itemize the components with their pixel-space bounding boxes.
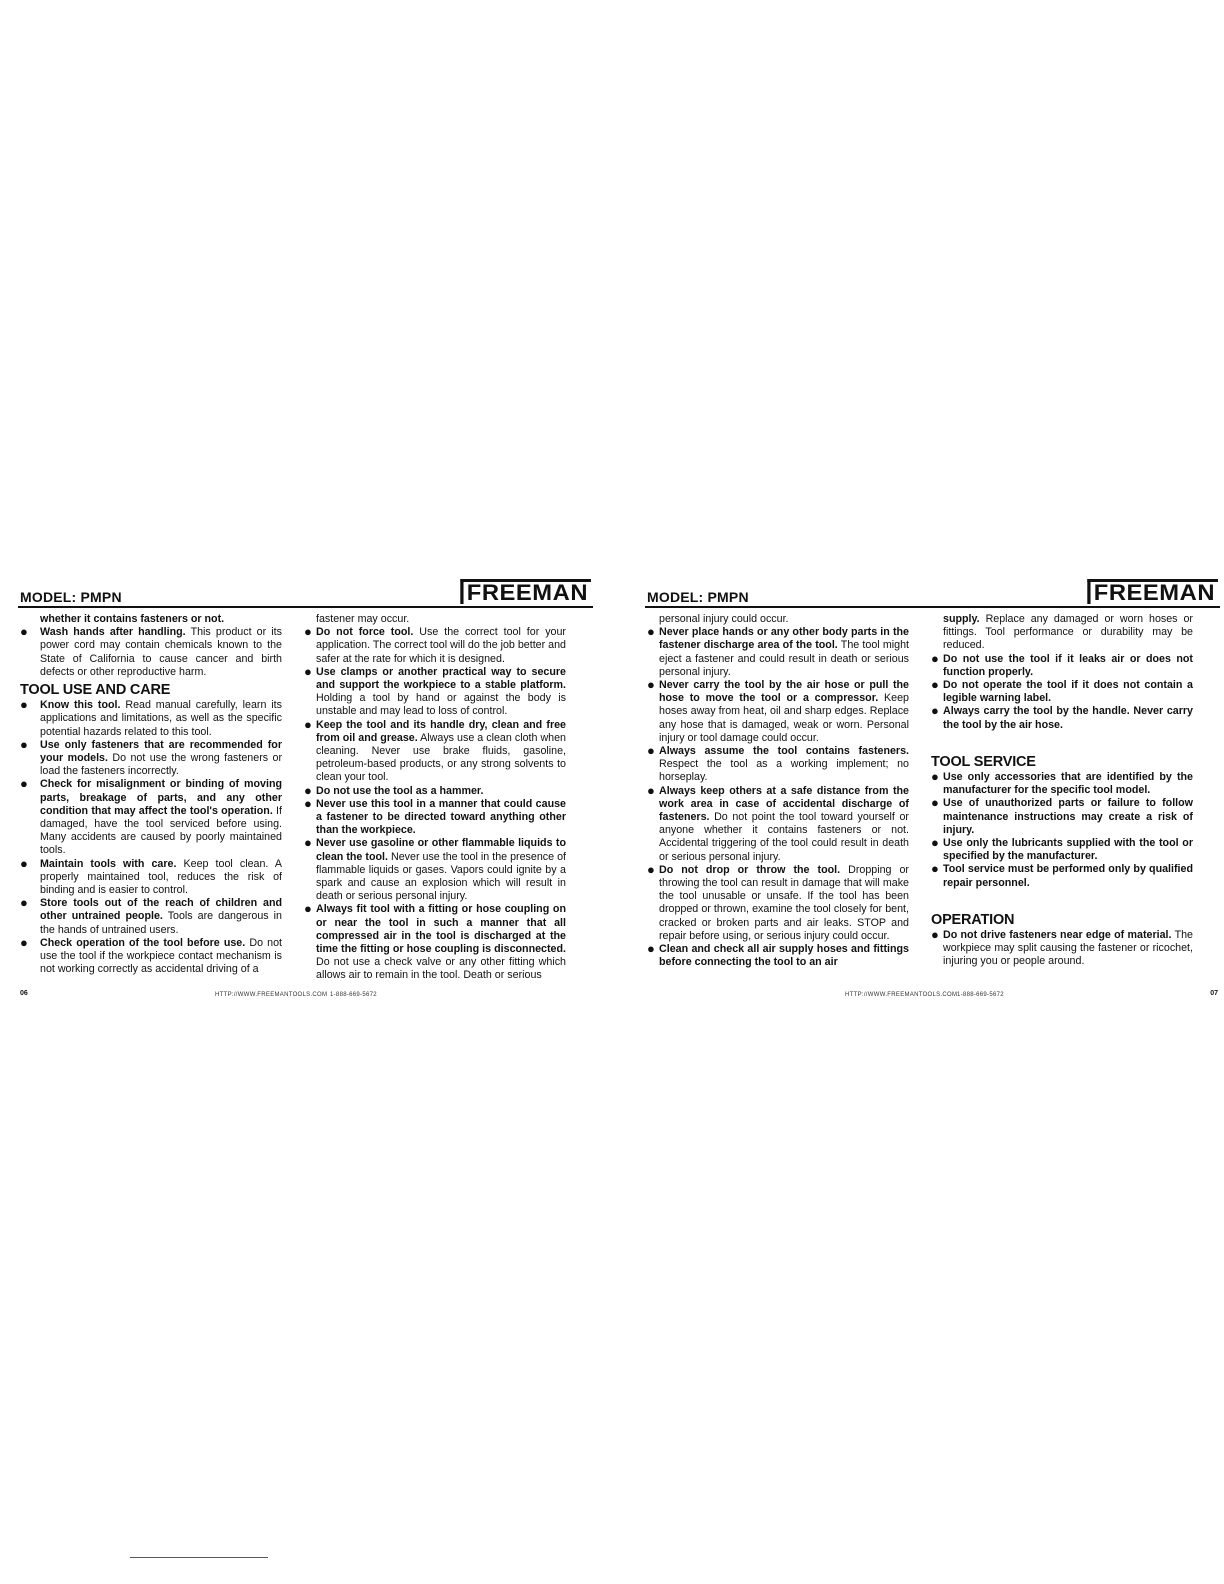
- bottom-rule: [130, 1557, 268, 1558]
- list-item: ● Do not drive fasteners near edge of material. The workpiece may split causing the fastener or ricochet, injuring you or people around.: [931, 929, 1193, 969]
- page-header: [645, 575, 1220, 608]
- list-item: ● Never use gasoline or other flammable liquids to clean the tool. Never use the tool in the presence of flammable liquids or gases. Vapors could ignite by a spark and cause an explosion which will result in death or serious personal injury.: [304, 837, 566, 903]
- right-column-2: [931, 613, 1193, 969]
- footer-url: HTTP://WWW.FREEMANTOOLS.COM: [215, 992, 328, 998]
- right-page: [645, 575, 1220, 998]
- list-item: ● Always keep others at a safe distance from the work area in case of accidental discharge of fasteners. Do not point the tool toward yourself or anyone whether it contains fasteners or not. Accidental triggering of the tool could result in death or serious personal injury.: [647, 785, 909, 864]
- list-item: ● Check operation of the tool before use. Do not use the tool if the workpiece contact mechanism is not working correctly as accidental driving of a: [20, 937, 282, 977]
- list-item: ● Never place hands or any other body parts in the fastener discharge area of the tool. The tool might eject a fastener and could result in death or serious personal injury.: [647, 626, 909, 679]
- freeman-logo: FREEMAN: [1087, 579, 1218, 604]
- model-label: MODEL: PMPN: [20, 589, 122, 605]
- list-item: ● Use only fasteners that are recommended for your models. Do not use the wrong fasteners or load the fasteners incorrectly.: [20, 739, 282, 779]
- footer-phone: 1-888-669-5672: [957, 992, 1004, 998]
- list-item: ● Use only the lubricants supplied with the tool or specified by the manufacturer.: [931, 837, 1193, 863]
- list-item: ● Do not force tool. Use the correct tool for your application. The correct tool will do the job better and safer at the rate for which it is designed.: [304, 626, 566, 666]
- section-heading-tool-use-and-care: TOOL USE AND CARE: [20, 682, 171, 699]
- left-page: [18, 575, 593, 998]
- continued-text: supply. Replace any damaged or worn hoses or fittings. Tool performance or durability may be reduced.: [943, 613, 1193, 652]
- list-item: ● Use only accessories that are identified by the manufacturer for the specific tool model.: [931, 771, 1193, 797]
- list-item: ● Use clamps or another practical way to secure and support the workpiece to a stable platform. Holding a tool by hand or against the body is unstable and may lead to loss of control.: [304, 666, 566, 719]
- list-item: ● Tool service must be performed only by qualified repair personnel.: [931, 863, 1193, 889]
- page-header: [18, 575, 593, 608]
- continued-text: fastener may occur.: [316, 613, 410, 625]
- list-item: ● Do not use the tool as a hammer.: [304, 785, 566, 798]
- list-item: ● Do not use the tool if it leaks air or does not function properly.: [931, 653, 1193, 679]
- right-column-1: [647, 613, 909, 969]
- left-column-1: [20, 613, 282, 976]
- list-item: ● Know this tool. Read manual carefully, learn its applications and limitations, as well as the specific potential hazards related to this tool.: [20, 699, 282, 739]
- list-item: ● Always assume the tool contains fasteners. Respect the tool as a working implement; no horseplay.: [647, 745, 909, 785]
- list-item: ● Keep the tool and its handle dry, clean and free from oil and grease. Always use a clean cloth when cleaning. Never use brake fluids, gasoline, petroleum-based products, or any strong solvents to clean your tool.: [304, 719, 566, 785]
- list-item: ● Wash hands after handling. This product or its power cord may contain chemicals known to the State of California to cause cancer and birth defects or other reproductive harm.: [20, 626, 282, 679]
- list-item: ● Store tools out of the reach of children and other untrained people. Tools are dangerous in the hands of untrained users.: [20, 897, 282, 937]
- list-item: ● Do not operate the tool if it does not contain a legible warning label.: [931, 679, 1193, 705]
- page-number: 07: [1210, 990, 1218, 997]
- list-item: ● Never carry the tool by the air hose or pull the hose to move the tool or a compressor. Keep hoses away from heat, oil and sharp edges. Replace any hose that is damaged, weak or worn. Personal injury or tool damage could occur.: [647, 679, 909, 745]
- footer-url: HTTP://WWW.FREEMANTOOLS.COM: [845, 992, 958, 998]
- list-item: ● Check for misalignment or binding of moving parts, breakage of parts, and any other condition that may affect the tool's operation. If damaged, have the tool serviced before using. Many accidents are caused by poorly maintained tools.: [20, 778, 282, 857]
- footer-phone: 1-888-669-5672: [330, 992, 377, 998]
- page-number: 06: [20, 990, 28, 997]
- freeman-logo: FREEMAN: [460, 579, 591, 604]
- model-label: MODEL: PMPN: [647, 589, 749, 605]
- left-column-2: [304, 613, 566, 983]
- list-item: ● Do not drop or throw the tool. Dropping or throwing the tool can result in damage that will make the tool unusable or unsafe. If the tool has been dropped or thrown, examine the tool closely for bent, cracked or broken parts and air leaks. STOP and repair before using, or serious injury could occur.: [647, 864, 909, 943]
- section-heading-operation: OPERATION: [931, 911, 1015, 928]
- continued-text: personal injury could occur.: [659, 613, 789, 625]
- list-item: ● Clean and check all air supply hoses and fittings before connecting the tool to an air: [647, 943, 909, 969]
- continued-text: whether it contains fasteners or not.: [40, 613, 225, 625]
- list-item: ● Always fit tool with a fitting or hose coupling on or near the tool in such a manner that all compressed air in the tool is discharged at the time the fitting or hose coupling is disconnected. Do not use a check valve or any other fitting which allows air to remain in the tool. Death or serious: [304, 903, 566, 982]
- list-item: ● Never use this tool in a manner that could cause a fastener to be directed toward anything other than the workpiece.: [304, 798, 566, 838]
- list-item: ● Maintain tools with care. Keep tool clean. A properly maintained tool, reduces the risk of binding and is easier to control.: [20, 858, 282, 898]
- list-item: ● Use of unauthorized parts or failure to follow maintenance instructions may create a risk of injury.: [931, 797, 1193, 837]
- list-item: ● Always carry the tool by the handle. Never carry the tool by the air hose.: [931, 705, 1193, 731]
- section-heading-tool-service: TOOL SERVICE: [931, 753, 1036, 770]
